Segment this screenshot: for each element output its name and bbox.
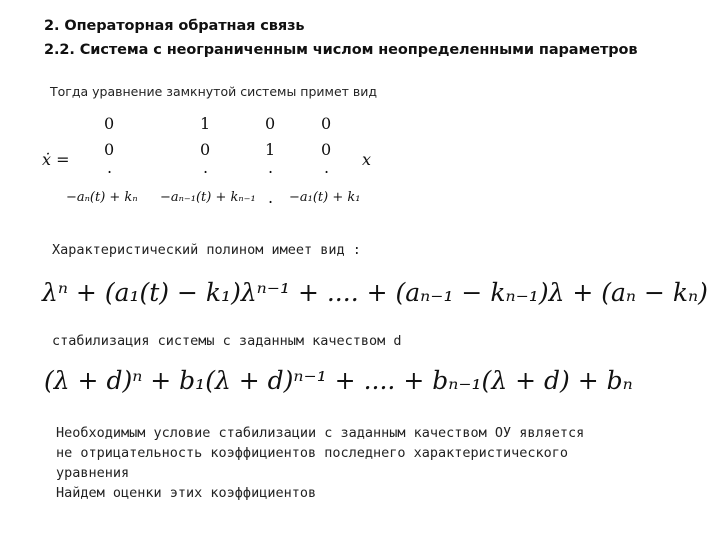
matrix-cell: 1 [200, 114, 211, 133]
matrix-cell: . [268, 158, 274, 177]
conclusion-line: Найдем оценки этих коэффициентов [56, 485, 317, 501]
matrix-cell: 0 [104, 114, 115, 133]
characteristic-polynomial-equation: λⁿ + (a₁(t) − k₁)λⁿ⁻¹ + .... + (aₙ₋₁ − kₙ₋₁)λ + (aₙ − kₙ) [42, 278, 708, 307]
matrix-cell: 0 [104, 140, 115, 159]
matrix-cell: −aₙ(t) + kₙ [66, 190, 138, 205]
matrix-cell: . [107, 158, 113, 177]
matrix-cell: 0 [265, 114, 276, 133]
matrix-cell: . [324, 158, 330, 177]
charpoly-text: Характеристический полином имеет вид : [52, 242, 361, 258]
stabilization-text: стабилизация системы с заданным качеством d [52, 333, 402, 349]
conclusion-line: не отрицательность коэффициентов последнего характеристического [56, 445, 569, 461]
matrix-cell: 0 [321, 114, 332, 133]
stabilized-polynomial-equation: (λ + d)ⁿ + b₁(λ + d)ⁿ⁻¹ + .... + bₙ₋₁(λ + d) + bₙ [44, 366, 633, 395]
matrix-lhs: ẋ = [42, 150, 70, 169]
matrix-cell: 0 [200, 140, 211, 159]
conclusion-text [56, 423, 584, 503]
conclusion-line: уравнения [56, 465, 130, 481]
slide-subtitle: 2.2. Система с неограниченным числом неопределенными параметров [44, 42, 638, 58]
matrix-cell: 0 [321, 140, 332, 159]
matrix-cell: −a₁(t) + k₁ [289, 190, 361, 205]
matrix-cell: −aₙ₋₁(t) + kₙ₋₁ [160, 190, 256, 205]
matrix-cell: . [203, 158, 209, 177]
slide-title: 2. Операторная обратная связь [44, 18, 305, 34]
intro-text: Тогда уравнение замкнутой системы примет вид [50, 84, 378, 99]
matrix-cell: . [268, 188, 274, 207]
conclusion-line: Необходимым условие стабилизации с заданным качеством ОУ является [56, 425, 585, 441]
matrix-rhs-symbol: x [362, 150, 372, 169]
matrix-cell: 1 [265, 140, 276, 159]
